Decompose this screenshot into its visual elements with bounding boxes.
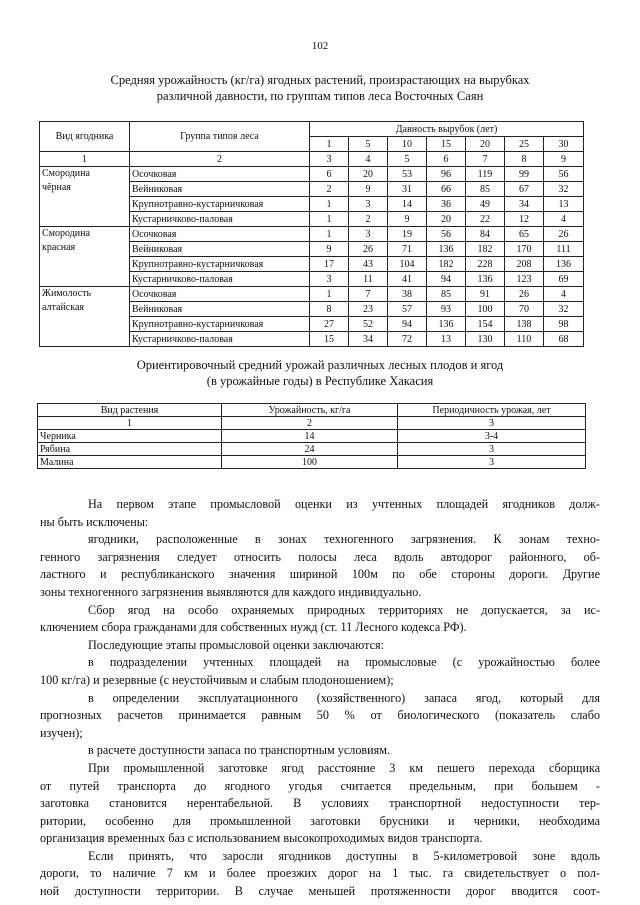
text-line: ритории, особенно для промышленной заготовки брусники и черники, необходима [40,813,600,828]
species-name: чёрная [42,182,71,193]
header-cell: Давность вырубок (лет) [310,122,584,137]
value-cell: 85 [427,287,466,302]
value-cell: 9 [310,242,349,257]
species-cell [40,227,130,287]
value-cell: 57 [388,302,427,317]
text-line: в определении эксплуатационного (хозяйственного) запаса ягод, который для [88,690,600,705]
text-line: ной доступности территории. В случае меньшей протяженности дорог вводится соот- [40,884,600,899]
text-line: ключением сбора гражданами для собственных нужд (ст. 11 Лесного кодекса РФ). [40,620,467,635]
value-cell: 136 [427,317,466,332]
caption-line: Ориентировочный средний урожай различных лесных плодов и ягод [136,358,504,372]
yield-cell: 100 [222,456,398,469]
year-cell: 15 [427,137,466,152]
column-number-row [40,152,584,167]
berry-yield-table [39,121,584,347]
year-cell: 1 [310,137,349,152]
value-cell: 8 [310,302,349,317]
column-number-cell: 2 [222,417,398,430]
value-cell: 68 [544,332,584,347]
caption-line: (в урожайные годы) в Республике Хакасия [206,374,434,388]
species-cell [40,167,130,227]
value-cell: 67 [505,182,544,197]
value-cell: 12 [505,212,544,227]
species-cell [40,287,130,347]
value-cell: 6 [310,167,349,182]
value-cell: 22 [466,212,505,227]
forest-type-cell: Вейниковая [130,182,310,197]
value-cell: 53 [388,167,427,182]
text-line: от путей транспорта до ягодного угодья считается предельным, при большем - [40,778,600,793]
value-cell: 85 [466,182,505,197]
value-cell: 49 [466,197,505,212]
value-cell: 13 [544,197,584,212]
value-cell: 26 [544,227,584,242]
value-cell: 154 [466,317,505,332]
header-cell: Урожайность, кг/га [222,404,398,417]
forest-type-cell: Крупнотравно-кустарничковая [130,197,310,212]
column-number-cell: 6 [427,152,466,167]
column-number-row [38,417,586,430]
value-cell: 136 [427,242,466,257]
column-number-cell: 7 [466,152,505,167]
value-cell: 20 [349,167,388,182]
value-cell: 31 [388,182,427,197]
value-cell: 119 [466,167,505,182]
value-cell: 34 [349,332,388,347]
period-cell: 3 [398,443,586,456]
forest-type-cell: Кустарничково-паловая [130,332,310,347]
text-line: На первом этапе промысловой оценки из учтенных площадей ягодников долж- [88,497,600,511]
table-row [40,227,584,242]
table-row [38,430,586,443]
value-cell: 56 [544,167,584,182]
value-cell: 104 [388,257,427,272]
species-name: красная [42,242,76,253]
species-name: Смородина [42,228,90,239]
value-cell: 136 [466,272,505,287]
year-cell: 30 [544,137,584,152]
value-cell: 23 [349,302,388,317]
value-cell: 182 [427,257,466,272]
header-cell: Группа типов леса [130,122,310,152]
plant-name-cell: Черника [38,430,222,443]
column-number-cell: 3 [398,417,586,430]
value-cell: 110 [505,332,544,347]
plant-name-cell: Малина [38,456,222,469]
value-cell: 52 [349,317,388,332]
header-cell: Вид ягодника [40,122,130,152]
value-cell: 15 [310,332,349,347]
value-cell: 11 [349,272,388,287]
value-cell: 7 [349,287,388,302]
value-cell: 96 [427,167,466,182]
value-cell: 94 [388,317,427,332]
value-cell: 111 [544,242,584,257]
text-line: заготовка становится нерентабельной. В условиях транспортной недоступности тер- [40,796,600,811]
header-row [38,404,586,417]
value-cell: 98 [544,317,584,332]
column-number-cell: 3 [310,152,349,167]
forest-type-cell: Крупнотравно-кустарничковая [130,257,310,272]
forest-type-cell: Кустарничково-паловая [130,212,310,227]
forest-type-cell: Вейниковая [130,302,310,317]
value-cell: 4 [544,287,584,302]
value-cell: 32 [544,302,584,317]
year-cell: 10 [388,137,427,152]
column-number-cell: 9 [544,152,584,167]
species-name: Жимолость [42,288,92,299]
value-cell: 41 [388,272,427,287]
column-number-cell: 1 [38,417,222,430]
text-line: ягодники, расположенные в зонах техногенного загрязнения. К зонам техно- [88,532,600,547]
value-cell: 94 [427,272,466,287]
forest-type-cell: Вейниковая [130,242,310,257]
table1-caption [40,72,600,104]
value-cell: 93 [427,302,466,317]
forest-type-cell: Осочковая [130,287,310,302]
value-cell: 72 [388,332,427,347]
table-row [38,443,586,456]
value-cell: 65 [505,227,544,242]
text-line: Если принять, что заросли ягодников доступны в 5-километровой зоне вдоль [88,848,600,863]
species-name: алтайская [42,302,84,313]
table-row [38,456,586,469]
text-line: изучен); [40,725,83,740]
column-number-cell: 8 [505,152,544,167]
value-cell: 70 [505,302,544,317]
caption-line: различной давности, по группам типов леса Восточных Саян [156,89,484,103]
value-cell: 123 [505,272,544,287]
forest-type-cell: Осочковая [130,227,310,242]
value-cell: 9 [388,212,427,227]
value-cell: 84 [466,227,505,242]
header-cell: Периодичность урожая, лет [398,404,586,417]
text-line: При промышленной заготовке ягод расстояние 3 км пешего перехода сборщика [88,760,600,775]
text-line: ластного и республиканского значения шириной 100м по обе стороны дороги. Другие [40,567,600,582]
table-row [40,167,584,182]
yield-cell: 14 [222,430,398,443]
value-cell: 3 [310,272,349,287]
value-cell: 14 [388,197,427,212]
value-cell: 228 [466,257,505,272]
value-cell: 1 [310,197,349,212]
header-cell: Вид растения [38,404,222,417]
value-cell: 130 [466,332,505,347]
value-cell: 34 [505,197,544,212]
value-cell: 71 [388,242,427,257]
text-line: Последующие этапы промысловой оценки заключаются: [88,637,384,652]
period-cell: 3-4 [398,430,586,443]
text-line: прогнозных расчетов принимается равным 50 % от биологического (показатель слабо [40,708,600,723]
year-cell: 5 [349,137,388,152]
value-cell: 69 [544,272,584,287]
caption-line: Средняя урожайность (кг/га) ягодных растений, произрастающих на вырубках [110,73,530,87]
forest-fruit-table [37,403,586,469]
value-cell: 26 [505,287,544,302]
value-cell: 19 [388,227,427,242]
value-cell: 100 [466,302,505,317]
value-cell: 1 [310,287,349,302]
text-line: генного загрязнения следует относить полосы леса вдоль автодорог районного, об- [40,549,600,564]
table2-caption [40,357,600,389]
body-text [40,496,600,901]
value-cell: 66 [427,182,466,197]
value-cell: 56 [427,227,466,242]
column-number-cell: 2 [130,152,310,167]
value-cell: 36 [427,197,466,212]
value-cell: 1 [310,227,349,242]
yield-cell: 24 [222,443,398,456]
value-cell: 2 [349,212,388,227]
value-cell: 170 [505,242,544,257]
table-row [40,287,584,302]
forest-type-cell: Кустарничково-паловая [130,272,310,287]
value-cell: 27 [310,317,349,332]
value-cell: 3 [349,227,388,242]
value-cell: 208 [505,257,544,272]
value-cell: 13 [427,332,466,347]
text-line: 100 кг/га) и резервные (с неустойчивым и слабым плодоношением); [40,672,394,687]
value-cell: 4 [544,212,584,227]
text-line: в расчете доступности запаса по транспортным условиям. [88,743,391,758]
value-cell: 38 [388,287,427,302]
period-cell: 3 [398,456,586,469]
species-name: Смородина [42,168,90,179]
text-line: ны быть исключены: [40,514,149,529]
value-cell: 91 [466,287,505,302]
value-cell: 3 [349,197,388,212]
text-line: организация временных баз с использованием высокопроходимых видов транспорта. [40,831,483,846]
value-cell: 43 [349,257,388,272]
value-cell: 17 [310,257,349,272]
value-cell: 9 [349,182,388,197]
page-number: 102 [311,40,329,52]
column-number-cell: 4 [349,152,388,167]
forest-type-cell: Осочковая [130,167,310,182]
year-cell: 25 [505,137,544,152]
forest-type-cell: Крупнотравно-кустарничковая [130,317,310,332]
value-cell: 26 [349,242,388,257]
value-cell: 2 [310,182,349,197]
text-line: дороги, то наличие 7 км и более проезжих дорог на 1 тыс. га свидетельствует о пол- [40,866,600,881]
column-number-cell: 5 [388,152,427,167]
value-cell: 99 [505,167,544,182]
text-line: в подразделении учтенных площадей на промысловые (с урожайностью более [88,655,600,670]
value-cell: 138 [505,317,544,332]
value-cell: 182 [466,242,505,257]
header-row [40,122,584,137]
value-cell: 1 [310,212,349,227]
text-line: зоны техногенного загрязнения выявляются для каждого индивидуально. [40,584,422,599]
value-cell: 136 [544,257,584,272]
value-cell: 32 [544,182,584,197]
plant-name-cell: Рябина [38,443,222,456]
year-cell: 20 [466,137,505,152]
value-cell: 20 [427,212,466,227]
column-number-cell: 1 [40,152,130,167]
text-line: Сбор ягод на особо охраняемых природных территориях не допускается, за ис- [88,602,600,617]
